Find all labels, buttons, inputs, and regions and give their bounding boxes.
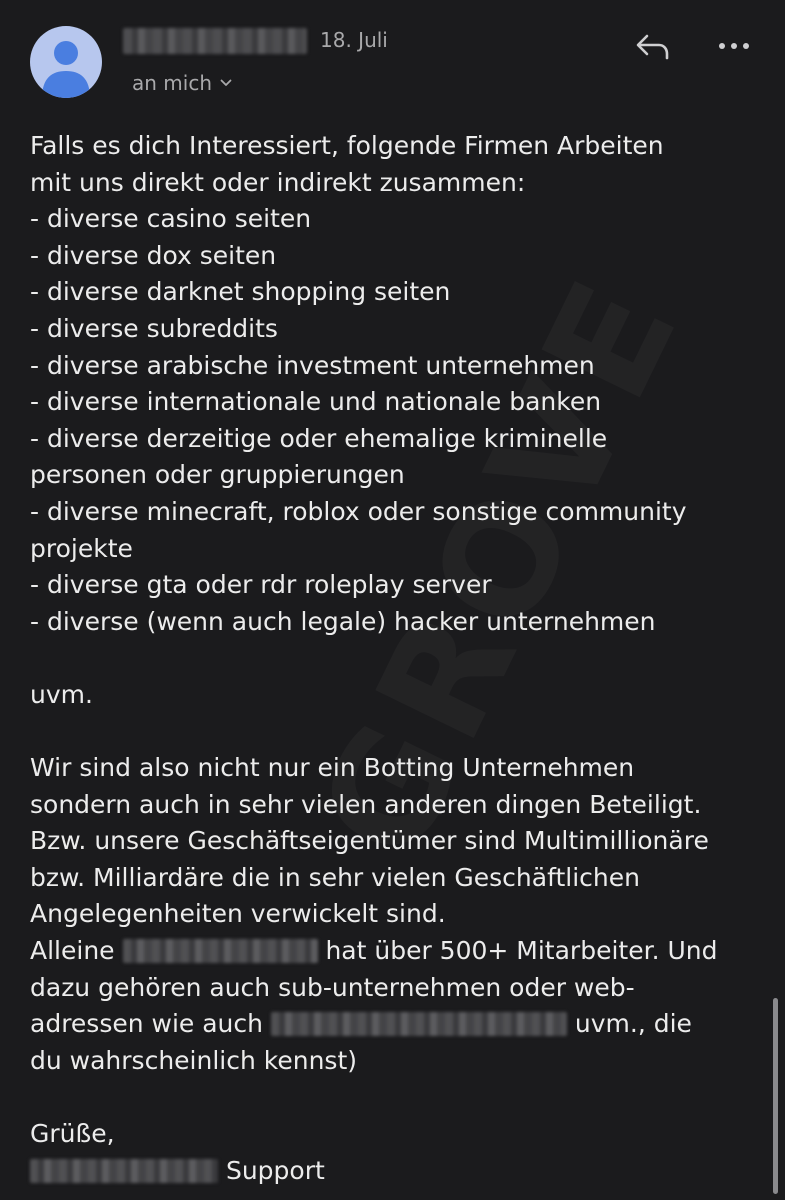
list-item-continued: personen oder gruppierungen: [30, 460, 405, 490]
more-horizontal-icon: [710, 32, 758, 60]
list-item: - diverse internationale und nationale banken: [30, 387, 602, 417]
list-item: - diverse dox seiten: [30, 240, 277, 270]
redacted-web-addresses: [271, 1012, 567, 1036]
list-item-continued: projekte: [30, 533, 133, 563]
list-item: - diverse minecraft, roblox oder sonstige community: [30, 496, 687, 526]
body-line: Bzw. unsere Geschäftseigentümer sind Multimillionäre: [30, 826, 709, 856]
redacted-company-name: [123, 939, 318, 963]
sender-avatar[interactable]: [30, 26, 102, 98]
list-item: - diverse darknet shopping seiten: [30, 277, 451, 307]
body-line: Wir sind also nicht nur ein Botting Unternehmen: [30, 753, 635, 783]
list-item: - diverse derzeitige oder ehemalige kriminelle: [30, 423, 608, 453]
redacted-signature-name: [30, 1159, 218, 1183]
list-item: - diverse gta oder rdr roleplay server: [30, 570, 492, 600]
signature-line: [30, 1153, 765, 1190]
body-line: sondern auch in sehr vielen anderen dingen Beteiligt.: [30, 789, 702, 819]
more-options-button[interactable]: [710, 32, 758, 60]
body-line: Falls es dich Interessiert, folgende Firmen Arbeiten: [30, 131, 664, 160]
list-item: - diverse subreddits: [30, 313, 278, 343]
recipient-toggle[interactable]: [132, 71, 232, 95]
body-line: du wahrscheinlich kennst): [30, 1045, 358, 1075]
sender-name-redacted: [123, 28, 307, 54]
chevron-down-icon: [220, 79, 232, 87]
body-line: [30, 933, 765, 970]
list-item: - diverse arabische investment unternehmen: [30, 350, 595, 380]
scrollbar-thumb[interactable]: [773, 998, 778, 1194]
blank-line: [30, 714, 765, 751]
email-body: [30, 128, 765, 1189]
body-line: dazu gehören auch sub-unternehmen oder web-: [30, 972, 635, 1002]
body-line: bzw. Milliardäre die in sehr vielen Geschäftlichen: [30, 862, 640, 892]
person-icon: [30, 26, 102, 98]
greeting: Grüße,: [30, 1119, 115, 1149]
body-text-fragment: adressen wie auch: [30, 1009, 271, 1039]
body-text-fragment: uvm., die: [566, 1009, 692, 1039]
blank-line: [30, 640, 765, 677]
body-text-fragment: hat über 500+ Mitarbeiter. Und: [317, 936, 718, 966]
body-line: [30, 1006, 765, 1043]
reply-icon: [633, 28, 673, 64]
reply-button[interactable]: [633, 28, 673, 64]
body-line: uvm.: [30, 679, 93, 709]
body-line: Angelegenheiten verwickelt sind.: [30, 899, 446, 929]
list-item: - diverse (wenn auch legale) hacker unternehmen: [30, 606, 656, 636]
body-line: mit uns direkt oder indirekt zusammen:: [30, 167, 526, 197]
recipient-label: an mich: [132, 71, 212, 95]
blank-line: [30, 1079, 765, 1116]
email-date: 18. Juli: [320, 28, 388, 52]
list-item: - diverse casino seiten: [30, 204, 312, 234]
signature-suffix: Support: [218, 1155, 325, 1185]
body-text-fragment: Alleine: [30, 936, 123, 966]
